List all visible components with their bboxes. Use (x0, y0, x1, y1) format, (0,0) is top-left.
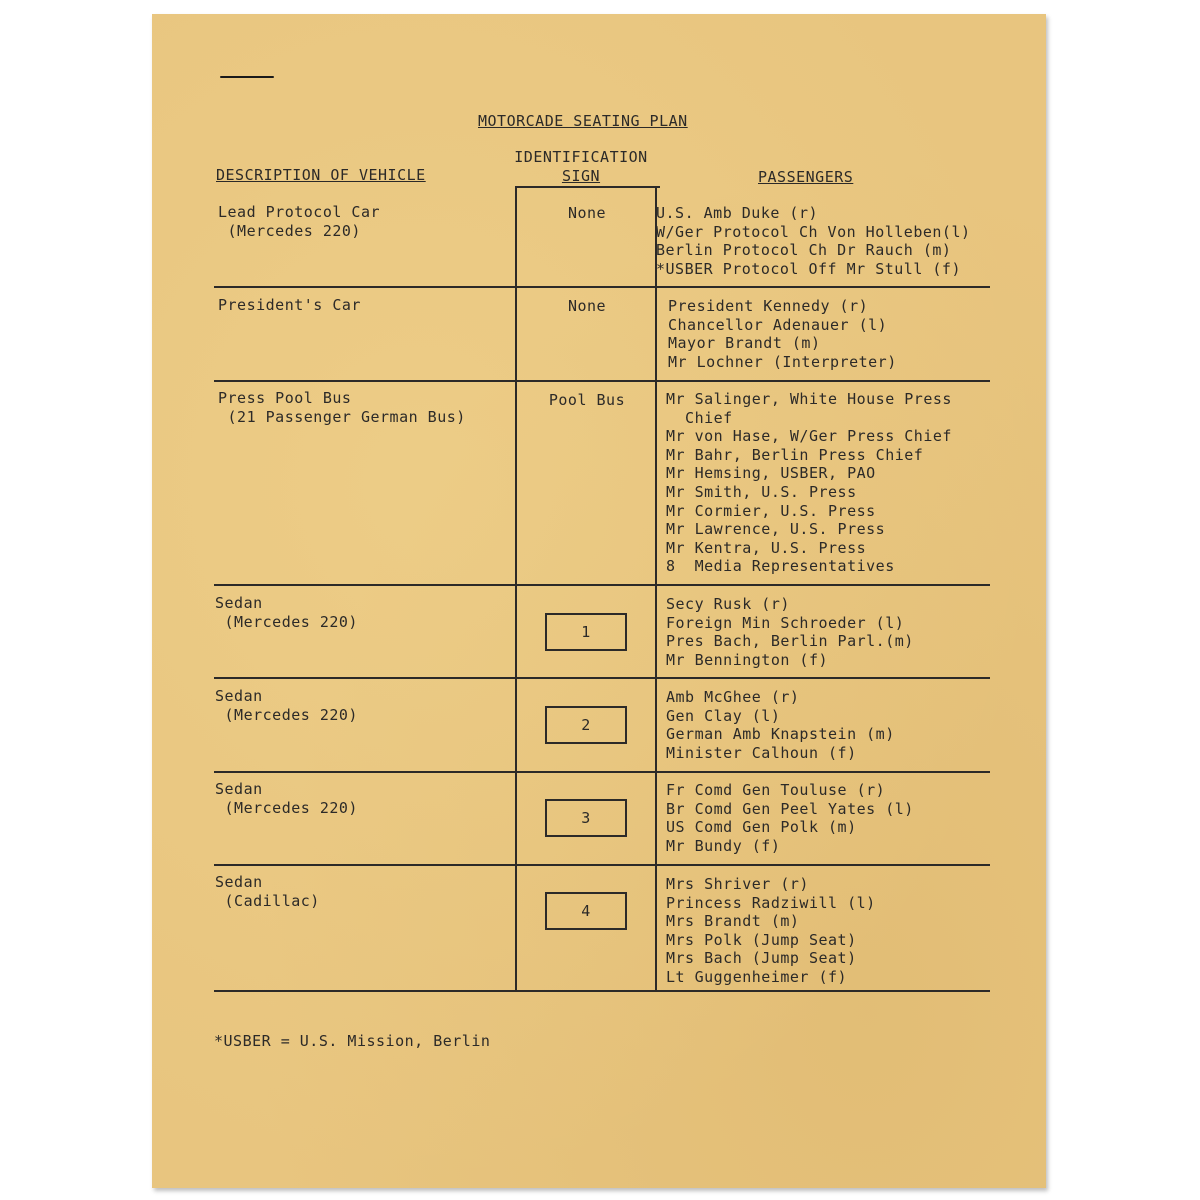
row-divider (214, 990, 990, 992)
document-page (152, 14, 1046, 1188)
vehicle-description: President's Car (218, 296, 361, 314)
sign-column-top-rule (516, 186, 660, 188)
passenger-list: U.S. Amb Duke (r) W/Ger Protocol Ch Von Holleben(l) Berlin Protocol Ch Dr Rauch (m) *USBER Protocol Off Mr Stull (f) (656, 204, 971, 278)
identification-sign: None (567, 297, 607, 315)
identification-sign-box: 3 (545, 799, 627, 837)
vehicle-description: Sedan (Mercedes 220) (215, 687, 358, 724)
row-divider (214, 286, 990, 288)
document-title: MOTORCADE SEATING PLAN (478, 112, 688, 130)
row-divider (214, 677, 990, 679)
header-sign-line2: SIGN (561, 167, 601, 185)
passenger-list: Secy Rusk (r) Foreign Min Schroeder (l) Pres Bach, Berlin Parl.(m) Mr Bennington (f) (666, 595, 914, 669)
row-divider (214, 771, 990, 773)
identification-sign-box: 2 (545, 706, 627, 744)
header-passengers: PASSENGERS (758, 168, 854, 186)
passenger-list: Amb McGhee (r) Gen Clay (l) German Amb Knapstein (m) Minister Calhoun (f) (666, 688, 895, 762)
footnote: *USBER = U.S. Mission, Berlin (214, 1032, 491, 1050)
identification-sign: None (567, 204, 607, 222)
identification-sign: Pool Bus (548, 391, 626, 409)
identification-sign-box: 4 (545, 892, 627, 930)
header-description: DESCRIPTION OF VEHICLE (216, 166, 426, 184)
row-divider (214, 584, 990, 586)
row-divider (214, 864, 990, 866)
staple-mark (220, 76, 274, 78)
header-identification-sign (506, 148, 656, 186)
passenger-list: Mr Salinger, White House Press Chief Mr von Hase, W/Ger Press Chief Mr Bahr, Berlin Press Chief Mr Hemsing, USBER, PAO Mr Smith, U.S. Press Mr Cormier, U.S. Press Mr Lawrence, U.S. Press Mr Kentra, U.S. Press 8 Media Representatives (666, 390, 952, 576)
vehicle-description: Sedan (Cadillac) (215, 873, 320, 910)
row-divider (214, 380, 990, 382)
vehicle-description: Press Pool Bus (21 Passenger German Bus) (218, 389, 466, 426)
vehicle-description: Sedan (Mercedes 220) (215, 594, 358, 631)
passenger-list: President Kennedy (r) Chancellor Adenauer (l) Mayor Brandt (m) Mr Lochner (Interpreter) (668, 297, 897, 371)
vehicle-description: Lead Protocol Car (Mercedes 220) (218, 203, 381, 240)
vehicle-description: Sedan (Mercedes 220) (215, 780, 358, 817)
passenger-list: Fr Comd Gen Touluse (r) Br Comd Gen Peel Yates (l) US Comd Gen Polk (m) Mr Bundy (f) (666, 781, 914, 855)
header-sign-line1: IDENTIFICATION (514, 148, 648, 166)
identification-sign-box: 1 (545, 613, 627, 651)
passenger-list: Mrs Shriver (r) Princess Radziwill (l) Mrs Brandt (m) Mrs Polk (Jump Seat) Mrs Bach (Jump Seat) Lt Guggenheimer (f) (666, 875, 876, 986)
